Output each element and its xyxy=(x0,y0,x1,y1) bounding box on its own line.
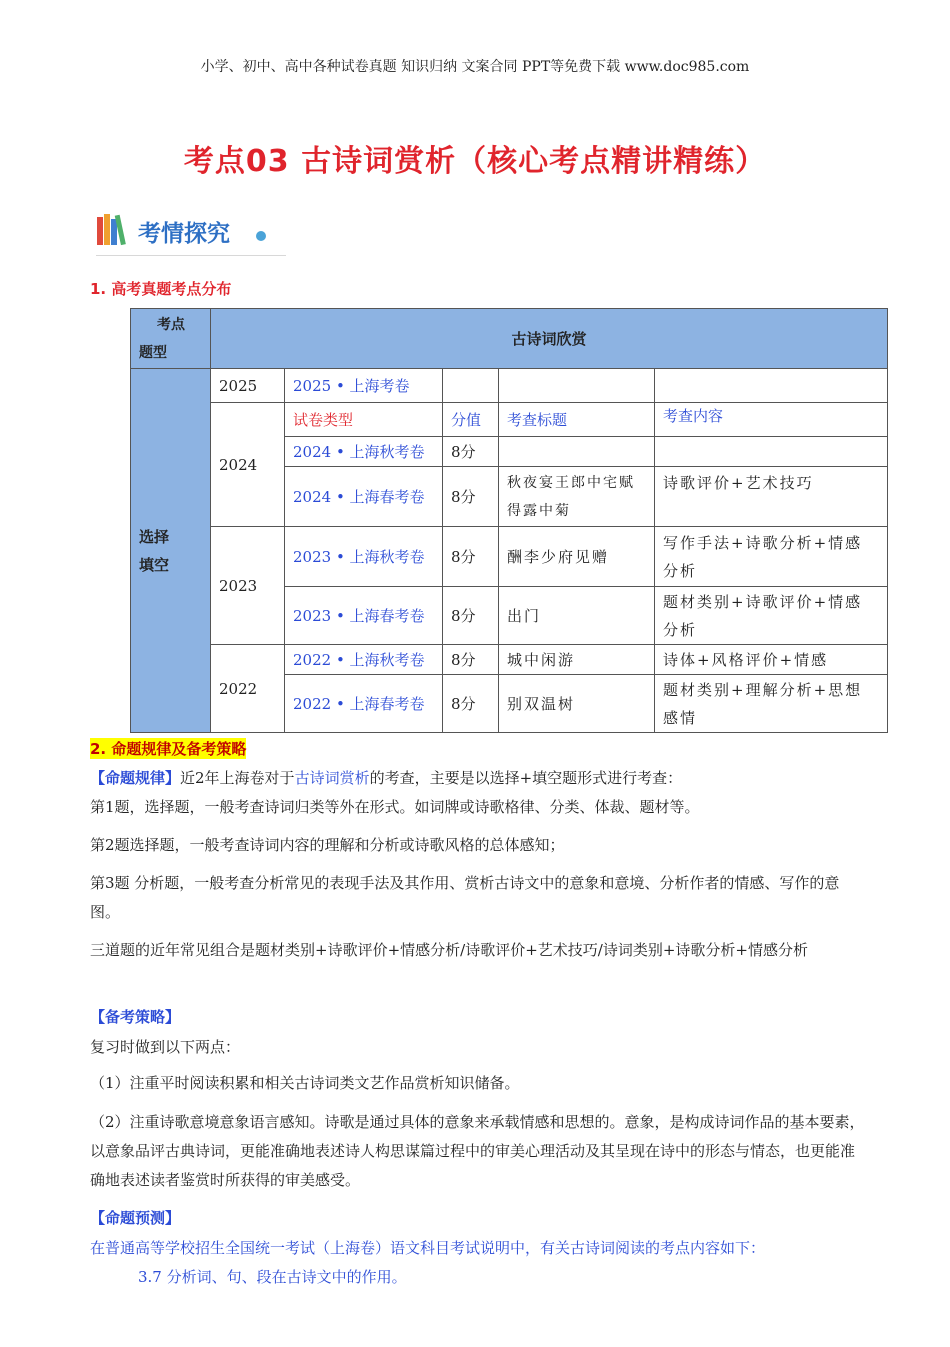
content-cell: 诗歌评价+艺术技巧 xyxy=(655,467,888,527)
paper-cell: 2025 • 上海考卷 xyxy=(285,369,443,403)
score-cell: 8分 xyxy=(443,527,499,587)
score-cell: 8分 xyxy=(443,467,499,527)
title-cell xyxy=(499,437,655,467)
paper-cell: 2022 • 上海春考卷 xyxy=(285,675,443,733)
point2-paragraph: （2）注重诗歌意境意象语言感知。诗歌是通过具体的意象来承载情感和思想的。意象，是构成诗词作品的基本要素，以意象品评古典诗词，更能准确地表述诗人构思谋篇过程中的审美心理活动及其呈现在诗中的形态与情态，也更能准确地表述读者鉴赏时所获得的审美感受。 xyxy=(90,1113,865,1189)
content-cell xyxy=(655,437,888,467)
point1-paragraph: （1）注重平时阅读积累和相关古诗词类文艺作品赏析知识储备。 xyxy=(90,1074,520,1092)
paper-cell: 2022 • 上海秋考卷 xyxy=(285,645,443,675)
content-cell: 题材类别+诗歌评价+情感分析 xyxy=(655,587,888,645)
page-header: 小学、初中、高中各种试卷真题 知识归纳 文案合同 PPT等免费下载 www.doc985.com xyxy=(200,59,750,75)
content-cell: 题材类别+理解分析+思想感情 xyxy=(655,675,888,733)
title-cell: 秋夜宴王郎中宅赋得露中菊 xyxy=(499,467,655,527)
paper-cell: 2023 • 上海秋考卷 xyxy=(285,527,443,587)
strategy-label: 【备考策略】 xyxy=(90,1008,181,1026)
predict-paragraph: 在普通高等学校招生全国统一考试（上海卷）语文科目考试说明中，有关古诗词阅读的考点内容如下： xyxy=(90,1239,766,1257)
paper-cell: 2024 • 上海春考卷 xyxy=(285,467,443,527)
table-main-header: 古诗词欣赏 xyxy=(211,309,888,369)
content-cell: 写作手法+诗歌分析+情感分析 xyxy=(655,527,888,587)
content-cell: 诗体+风格评价+情感 xyxy=(655,645,888,675)
q1-paragraph: 第1题，选择题，一般考查诗词归类等外在形式。如词牌或诗歌格律、分类、体裁、题材等。 xyxy=(90,798,700,816)
q3-paragraph: 第3题 分析题，一般考查分析常见的表现手法及其作用、赏析古诗文中的意象和意境、分析作者的情感、写作的意图。 xyxy=(90,874,840,921)
year-cell: 2025 xyxy=(211,369,285,403)
col-head-score: 分值 xyxy=(443,403,499,437)
dot-icon xyxy=(256,231,266,241)
score-cell: 8分 xyxy=(443,645,499,675)
title-cell: 出门 xyxy=(499,587,655,645)
col-head-content: 考查内容 xyxy=(655,403,888,437)
section-badge xyxy=(96,205,286,256)
topic-link: 古诗词赏析 xyxy=(294,769,370,787)
score-cell xyxy=(443,369,499,403)
page-title: 考点03 古诗词赏析（核心考点精讲精练） xyxy=(183,144,767,179)
score-cell: 8分 xyxy=(443,437,499,467)
paper-cell: 2023 • 上海春考卷 xyxy=(285,587,443,645)
q2-paragraph: 第2题选择题，一般考查诗词内容的理解和分析或诗歌风格的总体感知； xyxy=(90,836,565,854)
section1-heading: 1. 高考真题考点分布 xyxy=(90,280,232,298)
score-cell: 8分 xyxy=(443,675,499,733)
year-cell: 2024 xyxy=(211,403,285,527)
content-cell xyxy=(655,369,888,403)
table-corner-header: 考点 题型 xyxy=(131,309,211,369)
predict-label: 【命题预测】 xyxy=(90,1209,181,1227)
col-head-type: 试卷类型 xyxy=(285,403,443,437)
year-cell: 2022 xyxy=(211,645,285,733)
title-cell xyxy=(499,369,655,403)
rule-label: 【命题规律】 xyxy=(90,769,181,787)
title-cell: 别双温树 xyxy=(499,675,655,733)
combo-paragraph: 三道题的近年常见组合是题材类别+诗歌评价+情感分析/诗歌评价+艺术技巧/诗词类别+诗歌分析+情感分析 xyxy=(90,941,808,959)
predict-item: 3.7 分析词、句、段在古诗文中的作用。 xyxy=(138,1268,407,1286)
books-icon xyxy=(96,211,132,247)
col-head-title: 考查标题 xyxy=(499,403,655,437)
section2-heading: 2. 命题规律及备考策略 xyxy=(90,740,247,758)
question-type-cell: 选择 填空 xyxy=(131,369,211,733)
title-cell: 酬李少府见赠 xyxy=(499,527,655,587)
year-cell: 2023 xyxy=(211,527,285,645)
title-cell: 城中闲游 xyxy=(499,645,655,675)
score-cell: 8分 xyxy=(443,587,499,645)
paper-cell: 2024 • 上海秋考卷 xyxy=(285,437,443,467)
badge-label: 考情探究 xyxy=(138,221,230,247)
strategy-intro: 复习时做到以下两点： xyxy=(90,1038,241,1056)
exam-distribution-table xyxy=(130,308,888,733)
rule-paragraph: 【命题规律】近2年上海卷对于古诗词赏析的考查，主要是以选择+填空题形式进行考查： xyxy=(90,769,683,787)
